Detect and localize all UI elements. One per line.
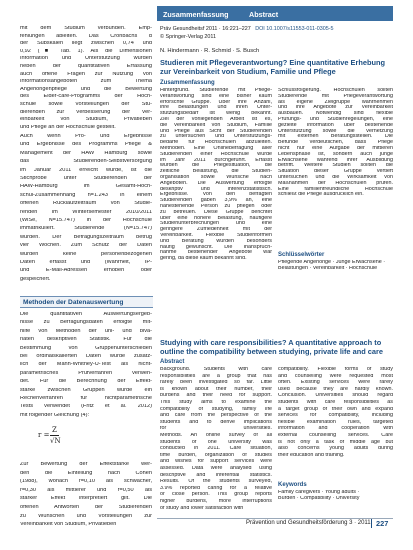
tab-abstract[interactable]: Abstract (249, 10, 279, 19)
abstract-line: and care from the perspective of the (160, 413, 272, 419)
body-line: und Ergebnisse des Programms Pflege & (20, 142, 152, 148)
abstract-line: Studienunterbrechungen und eine (160, 221, 272, 227)
abstract-line: erforschte Gruppe. Über ihre Anzahl, (160, 99, 272, 105)
abstract-line: often. Existing services were rarely (278, 380, 393, 386)
body-line: nisse zu Befragungsdaten erfolgte mit- (20, 320, 152, 326)
keyword-line: Belastungen · Vereinbarkeit · Hochschule (278, 266, 378, 272)
abstract-line: Unterstützung sowie die Vernetzung (278, 128, 393, 134)
body-line: r=0,30 als mittlerer und r=0,50 als (20, 487, 152, 493)
body-line: neben der quantitativen Erfassung (20, 64, 152, 69)
body-line: hilfe von Methoden der uni- und biva- (20, 328, 152, 334)
abstract-line: Background. Students with care (160, 367, 272, 372)
section-heading-text: Methoden der Datenauswertung (23, 299, 124, 306)
footer-journal: Prävention und Gesundheitsförderung 3 · 2011 (246, 520, 371, 526)
abstract-header-bar (157, 6, 393, 21)
abstract-line: geringere Zufriedenheit mit der (160, 227, 272, 233)
body-line: bei ordinalskalierten Daten wurde zusätz- (20, 354, 152, 359)
journal-citation (160, 26, 334, 32)
abstract-line: gezielte Information über bestehende (278, 122, 393, 128)
abstract-line: Studierenden gaben 3,9% an, eine (160, 198, 272, 204)
keyword-line: Burden · Compatibility · University (278, 496, 360, 502)
abstract-line: is not only a task of middle age but (278, 439, 393, 445)
body-line: det. Für die Berechnung der Effekt- (20, 379, 152, 385)
abstract-line: Angeboten. Die Auswertung erfolgte (160, 180, 272, 186)
tab-zusammenfassung[interactable]: Zusammenfassung (163, 10, 229, 19)
body-line: Zur Bewertung der Effektstärke wer- (20, 462, 152, 467)
abstract-line: mit externen Beratungsstellen. Die (278, 134, 393, 140)
body-line: Stichprobe unter Studierenden der (20, 176, 152, 181)
formula-fraction-bar (50, 435, 59, 436)
abstract-line: compatibility of studying, family life (160, 406, 272, 412)
abstract-line: ausbauen. Notwendig sind flexible (278, 111, 393, 117)
abstract-line: deskriptiv und inferenzstatistisch. (160, 186, 272, 192)
abstract-line: Hintergrund. Studierende mit Pflege- (160, 88, 272, 93)
abstract-line: Eine familienfreundliche Hochschule (278, 186, 393, 192)
abstract-line: Results. Of the students surveyed, (160, 479, 272, 485)
body-line: riaten deskriptiven Statistik. Für die (20, 337, 152, 343)
body-line: fehlungen ableiten. Das Cronbachs α (20, 33, 152, 39)
author-list: N. Hindermann · R. Schmid · S. Busch (160, 48, 260, 54)
abstract-line: conducted in 2011. Care situation, (160, 446, 272, 452)
abstract-line: higher burdens, more interruptions (160, 499, 272, 504)
abstract-line: descriptive and inferential statistics. (160, 472, 272, 478)
body-line: schule sowie Vorstellungen der Stu- (20, 102, 152, 107)
abstract-line: zeitliche Belastung, die Studien- (160, 169, 272, 175)
abstract-line: Studierende mit Pflegeverantwortung (278, 93, 393, 99)
abstract-line: bedarfe für Hochschulen abzuleiten. (160, 140, 272, 146)
body-line: Auch wenn Pro- und Ergebnisse (20, 134, 152, 139)
abstract-line: gering, da diese kaum bekannt sind. (160, 256, 247, 262)
abstract-line: stützungsbedarf ist wenig bekannt. (160, 111, 272, 117)
formula-numerator: Z (52, 426, 57, 434)
body-line: 0,92 (■ Tab. 1). Als die Dimensionen (20, 48, 152, 54)
body-line: im Januar 2011 erreicht wurde, ist die (20, 167, 152, 173)
body-line: offenen Rücklaufzeitraum von Studie- (20, 201, 152, 207)
abstract-line: compatibility. Flexible forms of study (278, 367, 393, 372)
abstract-line: for universities. (160, 426, 272, 432)
abstract-line: a target group of their own and expand (278, 406, 393, 412)
abstract-line: nahme bestehender Angebote war (160, 250, 272, 256)
abstract-line: häufig gewünscht. Die Inanspruch- (160, 244, 272, 250)
body-line: mit dem Studium verbunden. Emp- (20, 26, 152, 31)
body-line: (1988), wonach r=0,10 als schwacher, (20, 479, 152, 485)
abstract-line: verantwortung sind eine bisher kaum (160, 93, 272, 99)
keywords-label-english: Keywords (278, 482, 307, 488)
keywords-label-german: Schlüsselwörter (278, 252, 325, 258)
abstract-line: Vereinbarkeit. Flexible Studienformen (160, 233, 272, 238)
body-line: Daten erfasst und (Wahrheit, IP- (20, 260, 152, 265)
abstract-line: Lebensphase ist, sondern auch junge (278, 151, 393, 157)
abstract-line: and counselling were requested most (278, 373, 393, 379)
abstract-line: 3.9% reported caring for a relative (160, 485, 272, 491)
abstract-line: rarely been investigated so far. Little (160, 380, 272, 386)
abstract-line: als eigene Zielgruppe wahrnehmen (278, 99, 393, 105)
footer-rule (157, 518, 393, 519)
abstract-line: Prüfungs- und Studienregelungen, eine (278, 117, 393, 122)
abstract-line: im Jahr 2011 durchgeführt. Erfasst (160, 157, 272, 163)
abstract-line: wurden die Pflegesituation, die (160, 163, 272, 169)
body-line: immatrikuliert. Studierende (N=15.747) (20, 226, 152, 232)
abstract-line: and wishes for support services were (160, 459, 272, 465)
body-line: den die Einteilung nach Cohen (20, 470, 152, 476)
abstract-line: students with care responsibilities as (278, 400, 393, 405)
copyright: © Springer-Verlag 2011 (160, 34, 217, 40)
abstract-line: Methoden. Eine Onlinebefragung aller (160, 146, 272, 151)
footer-separator (371, 519, 372, 528)
body-line: vier Wochen. Zum Schutz der Daten (20, 243, 152, 249)
body-line: HAW-Hamburg im Gesamt-Hoch- (20, 184, 152, 190)
abstract-line: und Pflege aus Sicht der Studierenden (160, 128, 272, 134)
abstract-line: This study aims to examine the (160, 400, 272, 405)
abstract-line: Conclusion. Universities should regard (278, 393, 393, 399)
body-line: starker Effekt interpretiert gilt. Die (20, 496, 152, 502)
abstract-line: students and to derive implications (160, 419, 272, 425)
body-line: und Pflege an der Hochschule gestellt. (20, 124, 116, 130)
body-line: einbarkeit von Studium, Privatleben (20, 117, 152, 123)
abstract-line: burdens and their need for support. (160, 393, 272, 399)
body-line: zu Wünschen und Vorstellungen zur (20, 513, 152, 519)
abstract-line: of study and lower satisfaction with (160, 505, 244, 511)
section-label-zusammenfassung: Zusammenfassung (160, 80, 215, 86)
body-line: Die quantitativen Auswertungsergeb- (20, 312, 152, 317)
abstract-line: untersuchen und die Wirksamkeit von (278, 175, 393, 180)
abstract-line: Studierenden einer Hochschule wurde (160, 151, 272, 157)
body-line: mit folgender Gleichung (4): (20, 412, 90, 418)
abstract-line: die Vereinbarkeit von Studium, Familie (160, 122, 272, 128)
abstract-line: betrifft. Weitere Studien sollten die (278, 163, 393, 169)
abstract-line: nahestehende Person zu pflegen oder (160, 204, 272, 209)
abstract-line: organisation sowie Wünsche nach (160, 175, 272, 180)
body-line: gespeichert. (20, 276, 51, 282)
abstract-line: also concerns young adults during (278, 446, 393, 452)
abstract-line: Erwachsene während ihrer Ausbildung (278, 157, 393, 163)
abstract-line: schließt die Pflege ausdrücklich ein. (278, 192, 364, 198)
abstract-line: Schlussfolgerung. Hochschulen sollten (278, 88, 393, 93)
abstract-line: Methods. An online survey of all (160, 433, 272, 438)
body-line: renden im Wintersemester 2010/2011 (20, 209, 152, 215)
body-line: Information und Unterstützung wurden (20, 56, 152, 62)
body-line: Rechenverfahren für nichtparametrische (20, 396, 152, 401)
title-german: Studieren mit Pflegeverantwortung? Eine quantitative Erhebung zur Vereinbarkeit von Studium, Familie und Pflege (160, 58, 386, 76)
abstract-line: flexible examination rules, targeted (278, 419, 393, 425)
abstract-line: und Beratung wurden besonders (160, 238, 272, 244)
doi-link[interactable]: DOI 10.1007/s11553-011-0305-5 (255, 26, 334, 32)
abstract-line: services for compatibility, including (278, 413, 393, 419)
formula-lhs: r = (38, 431, 50, 439)
section-heading-methods (20, 296, 153, 308)
page-number: 227 (376, 519, 389, 528)
body-line: auch offene Fragen zur Nutzung von (20, 71, 152, 77)
body-line: Bestimmung von Gruppenunterschieden (20, 345, 152, 351)
abstract-line: nicht nur eine Aufgabe der mittleren (278, 146, 393, 151)
abstract-line: external counselling services. Care (278, 433, 393, 438)
abstract-line: zu betreuen. Diese Gruppe berichtet (160, 209, 272, 215)
abstract-line: Ziel der vorliegenden Arbeit ist es, (160, 117, 272, 122)
abstract-line: über eine höhere Belastung, häufigere (160, 215, 272, 221)
body-line: der Subskalen liegt zwischen 0,74 und (20, 41, 152, 47)
section-label-abstract: Abstract (160, 359, 185, 365)
abstract-line: responsibilities are a group that has (160, 373, 272, 379)
abstract-line: students of one university was (160, 439, 272, 445)
abstract-line: und ihre Angebote zur Vereinbarkeit (278, 105, 393, 111)
abstract-line: Ergebnisse. Von den befragten (160, 192, 272, 198)
body-line: Tests verwendet (Fritz et al. 2012) (20, 404, 152, 410)
abstract-line: Maßnahmen der Hochschulen prüfen. (278, 180, 393, 186)
keyword-line: Pflegende Angehörige · Junge Erwachsene · (278, 260, 385, 265)
citation-text: Präv Gesundheitsf 2011 · 16:221–227 (160, 26, 251, 32)
body-line: Informationsangeboten zum Thema (20, 79, 152, 85)
body-line: Angehörigenpflege und die Bewertung (20, 86, 152, 92)
body-line: das Studierenden-Selbstversorgung (20, 159, 152, 165)
body-line: lich der Mann-Whitney-U-Test als nicht- (20, 362, 152, 368)
abstract-line: or close person. This group reports (160, 492, 272, 498)
abstract-line: Situation dieser Gruppe vertieft (278, 169, 393, 175)
body-line: des Elder-care-Programms der Hoch- (20, 94, 152, 100)
body-line: dierenden zur Verbesserung der Ver- (20, 109, 152, 115)
body-line: (WiSe, N=15.747) in der Hochschule (20, 218, 152, 223)
body-line: parametrisches Prüfverfahren verwen- (20, 370, 152, 376)
abstract-line: used because they are hardly known. (278, 386, 393, 392)
body-line: Vereinbarkeit von Studium, Privatleben (20, 522, 117, 528)
abstract-line: Befunde verdeutlichen, dass Pflege (278, 140, 393, 146)
abstract-line: zu untersuchen und Unterstützungs- (160, 134, 272, 140)
abstract-line: time burden, organization of studies (160, 452, 272, 458)
formula-denominator: √N (50, 437, 61, 445)
body-line: wurden keine personenbezogenen (20, 251, 152, 257)
body-line: schul-Zusammenhang n=1.243 in einem (20, 192, 152, 198)
body-line: und E-Mail-Adressen erhoben oder (20, 268, 152, 274)
abstract-line: information and cooperation with (278, 426, 393, 432)
abstract-line: is known about their number, their (160, 386, 272, 392)
body-line: offenen Antworten der Studierenden (20, 505, 152, 510)
body-line: wurden. Der Befragungszeitraum betrug (20, 234, 152, 240)
title-english: Studying with care responsibilities? A quantitative approach to outline the compatibility between studying, private life and care (160, 338, 383, 356)
keyword-line: Family caregivers · Young adults · (278, 490, 360, 495)
body-line: Management der HAW Hamburg sowie (20, 150, 152, 156)
abstract-line: assessed. Data were analysed using (160, 466, 272, 471)
body-line: stärke zwischen Gruppen wurde ein (20, 387, 152, 393)
abstract-line: ihre Belastungen und ihren Unter- (160, 105, 272, 111)
abstract-line: their education and training. (278, 452, 345, 458)
